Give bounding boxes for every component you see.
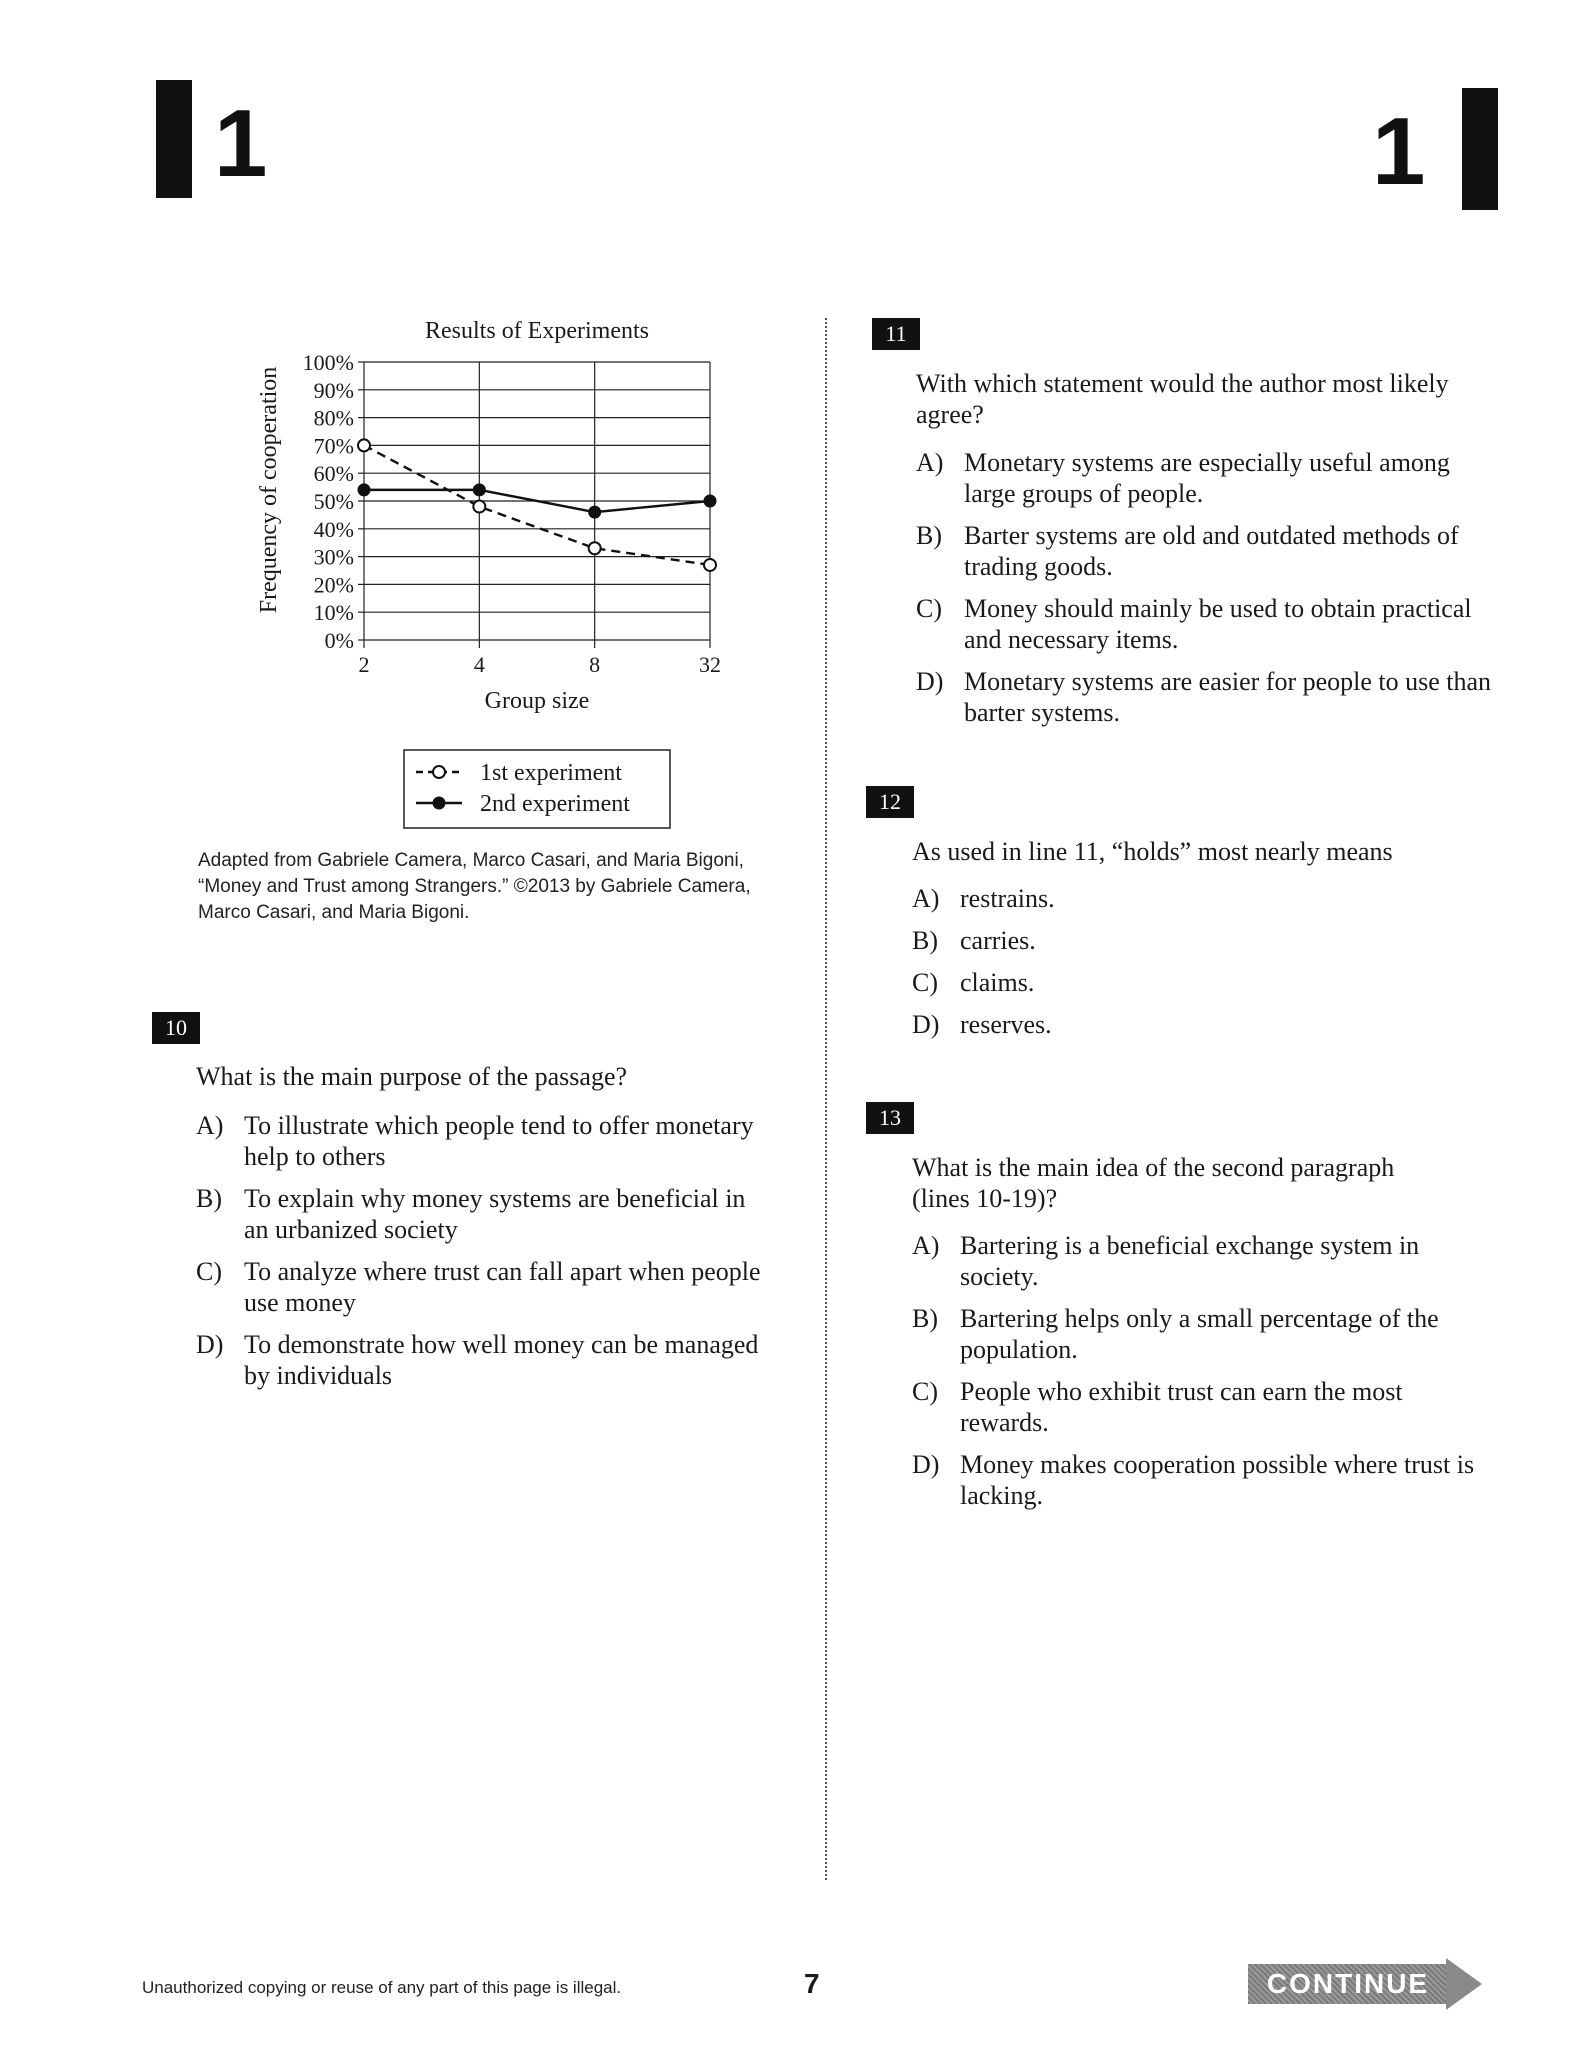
source-credit	[198, 848, 798, 926]
answer-option-12-b[interactable]	[912, 925, 1492, 956]
answer-option-10-a[interactable]	[196, 1110, 776, 1172]
data-point	[589, 507, 600, 518]
x-tick-label: 32	[699, 652, 721, 677]
option-letter: D)	[912, 1010, 940, 1039]
option-text: To analyze where trust can fall apart when people use money	[244, 1257, 761, 1317]
copyright-notice: Unauthorized copying or reuse of any part of this page is illegal.	[142, 1978, 622, 1997]
question-stem-10: What is the main purpose of the passage?	[196, 1062, 628, 1091]
y-axis-label: Frequency of cooperation	[256, 366, 282, 614]
option-text: Bartering helps only a small percentage of the population.	[960, 1304, 1439, 1364]
question-number-11: 11	[872, 318, 920, 350]
answer-option-12-c[interactable]	[912, 967, 1492, 998]
y-tick-label: 100%	[302, 350, 354, 375]
answer-option-12-a[interactable]	[912, 883, 1492, 914]
option-letter: C)	[196, 1257, 222, 1286]
chart-series	[358, 439, 716, 571]
answer-option-13-a[interactable]	[912, 1230, 1492, 1292]
option-text: Monetary systems are easier for people to use than barter systems.	[964, 667, 1492, 727]
x-tick-label: 8	[589, 652, 601, 677]
question-number-10: 10	[152, 1012, 200, 1044]
answer-option-12-d[interactable]	[912, 1009, 1492, 1040]
option-letter: B)	[196, 1184, 222, 1213]
option-letter: B)	[912, 1304, 938, 1333]
option-letter: C)	[912, 1377, 938, 1406]
option-text: restrains.	[960, 884, 1055, 913]
data-point	[589, 542, 601, 554]
data-point	[359, 484, 370, 495]
chart-legend	[404, 750, 670, 828]
option-letter: D)	[912, 1450, 940, 1479]
x-axis-ticks	[359, 652, 722, 677]
x-tick-label: 4	[473, 652, 485, 677]
legend-swatch-marker	[434, 798, 445, 809]
credit-line-3: Marco Casari, and Maria Bigoni.	[198, 902, 470, 923]
column-divider	[825, 318, 827, 1880]
answer-options-13	[912, 1230, 1492, 1522]
answer-option-11-a[interactable]	[916, 447, 1496, 509]
data-point	[704, 559, 716, 571]
option-text: To demonstrate how well money can be managed by individuals	[244, 1330, 759, 1390]
y-tick-label: 40%	[313, 516, 354, 542]
legend-label: 2nd experiment	[480, 791, 630, 817]
answer-option-11-c[interactable]	[916, 593, 1496, 655]
option-text: Money makes cooperation possible where trust is lacking.	[960, 1450, 1475, 1510]
continue-button[interactable]	[1248, 1958, 1484, 2010]
y-tick-label: 90%	[313, 377, 354, 403]
section-number-right: 1	[1372, 98, 1426, 205]
option-text: Barter systems are old and outdated methods of trading goods.	[964, 521, 1459, 581]
legend-label: 1st experiment	[480, 760, 622, 786]
data-point	[474, 484, 485, 495]
option-letter: D)	[916, 667, 944, 696]
option-text: reserves.	[960, 1010, 1052, 1039]
question-stem-13: What is the main idea of the second paragraph (lines 10-19)?	[912, 1153, 1395, 1213]
option-text: To explain why money systems are beneficial in an urbanized society	[244, 1184, 746, 1244]
option-letter: A)	[912, 884, 940, 913]
option-letter: C)	[916, 594, 942, 623]
answer-options-10	[196, 1110, 776, 1402]
y-tick-label: 10%	[313, 600, 354, 626]
y-axis-ticks	[303, 350, 354, 653]
option-text: Monetary systems are especially useful among large groups of people.	[964, 448, 1450, 508]
section-marker-bar-left	[156, 80, 192, 198]
arrow-right-icon	[1446, 1958, 1482, 2010]
question-number-13: 13	[866, 1102, 914, 1134]
x-axis-label: Group size	[484, 688, 590, 714]
question-stem-12: As used in line 11, “holds” most nearly means	[912, 837, 1393, 866]
answer-option-11-d[interactable]	[916, 666, 1496, 728]
y-tick-label: 60%	[313, 461, 354, 487]
data-point	[473, 501, 485, 513]
question-number-12: 12	[866, 786, 914, 818]
y-tick-label: 80%	[313, 405, 354, 431]
y-tick-label: 30%	[313, 544, 354, 570]
answer-option-10-d[interactable]	[196, 1329, 776, 1391]
option-text: carries.	[960, 926, 1036, 955]
option-letter: A)	[916, 448, 944, 477]
legend-swatch-marker	[433, 766, 445, 778]
x-tick-label: 2	[358, 652, 370, 677]
results-chart	[240, 300, 760, 840]
answer-option-11-b[interactable]	[916, 520, 1496, 582]
y-tick-label: 20%	[313, 572, 354, 598]
answer-option-13-d[interactable]	[912, 1449, 1492, 1511]
option-text: To illustrate which people tend to offer monetary help to others	[244, 1111, 754, 1171]
credit-line-1: Adapted from Gabriele Camera, Marco Casari, and Maria Bigoni,	[198, 850, 744, 871]
question-stem-11: With which statement would the author most likely agree?	[916, 369, 1449, 429]
answer-options-12	[912, 883, 1492, 1051]
data-point	[358, 439, 370, 451]
data-point	[705, 496, 716, 507]
answer-options-11	[916, 447, 1496, 739]
option-letter: C)	[912, 968, 938, 997]
answer-option-13-b[interactable]	[912, 1303, 1492, 1365]
chart-title: Results of Experiments	[425, 318, 649, 344]
answer-option-10-c[interactable]	[196, 1256, 776, 1318]
option-letter: D)	[196, 1330, 224, 1359]
option-text: Bartering is a beneficial exchange system in society.	[960, 1231, 1420, 1291]
y-tick-label: 50%	[313, 489, 354, 514]
page-number: 7	[804, 1968, 820, 1999]
option-text: claims.	[960, 968, 1035, 997]
option-text: People who exhibit trust can earn the most rewards.	[960, 1377, 1403, 1437]
section-number-left: 1	[214, 90, 268, 197]
option-letter: B)	[916, 521, 942, 550]
continue-label: CONTINUE	[1248, 1964, 1448, 2004]
option-letter: A)	[912, 1231, 940, 1260]
credit-line-2: “Money and Trust among Strangers.” ©2013 by Gabriele Camera,	[198, 876, 751, 897]
answer-option-13-c[interactable]	[912, 1376, 1492, 1438]
option-letter: A)	[196, 1111, 224, 1140]
y-tick-label: 0%	[324, 628, 354, 653]
option-text: Money should mainly be used to obtain practical and necessary items.	[964, 594, 1472, 654]
section-marker-bar-right	[1462, 88, 1498, 210]
option-letter: B)	[912, 926, 938, 955]
answer-option-10-b[interactable]	[196, 1183, 776, 1245]
y-tick-label: 70%	[313, 433, 354, 459]
